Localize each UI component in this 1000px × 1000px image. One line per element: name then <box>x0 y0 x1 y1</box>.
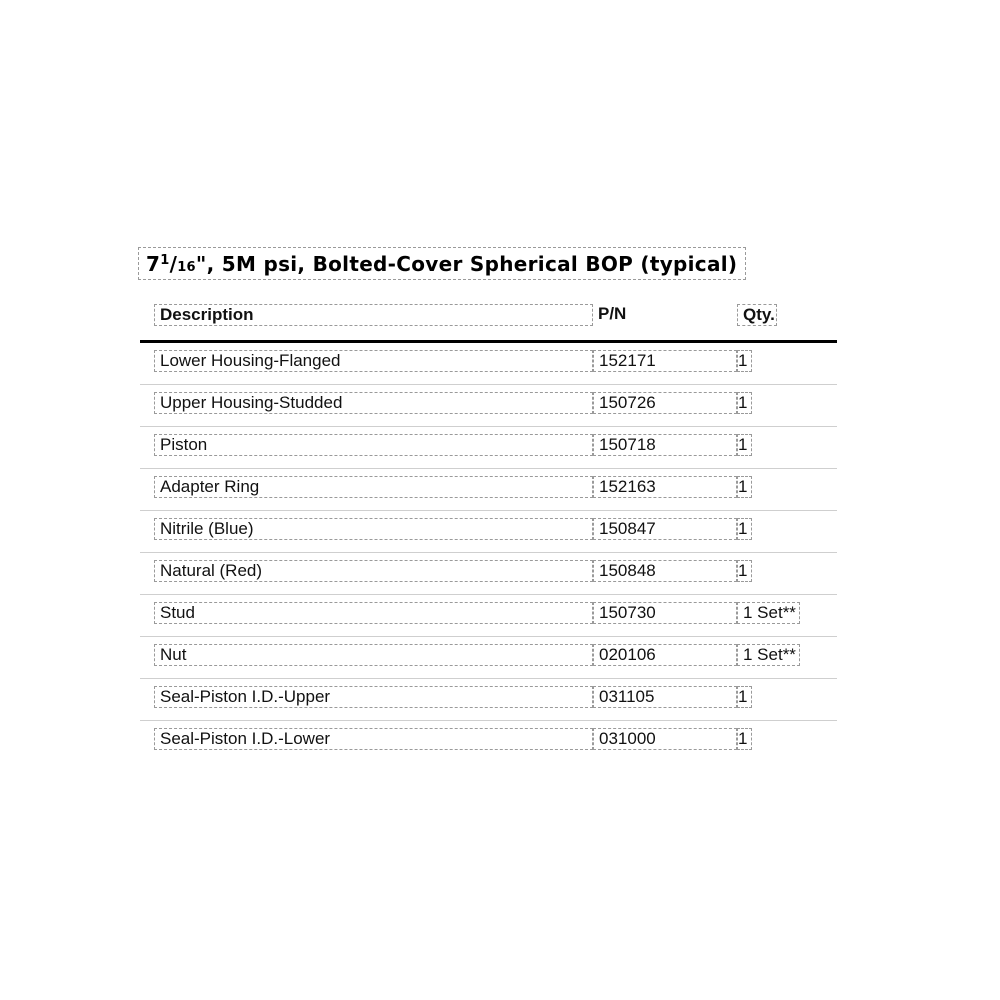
row-description: Seal-Piston I.D.-Upper <box>154 686 593 708</box>
header-description: Description <box>154 304 593 326</box>
row-quantity: 1 <box>737 392 752 414</box>
table-header-row <box>140 300 837 330</box>
row-description: Stud <box>154 602 593 624</box>
row-part-number: 031105 <box>593 686 737 708</box>
table-row <box>140 343 837 385</box>
title-fraction-slash: / <box>169 251 178 276</box>
row-part-number: 150730 <box>593 602 737 624</box>
row-part-number: 150726 <box>593 392 737 414</box>
row-part-number: 020106 <box>593 644 737 666</box>
header-quantity: Qty. <box>737 304 777 326</box>
header-part-number: P/N <box>598 304 627 323</box>
row-part-number: 152171 <box>593 350 737 372</box>
parts-table-body <box>140 343 837 763</box>
table-title: 7 $^1$ / $_{16}$ ", 5M psi, Bolted-Cover Spherical BOP (typical) <box>138 247 746 280</box>
row-quantity: 1 <box>737 476 752 498</box>
row-part-number: 150847 <box>593 518 737 540</box>
table-row <box>140 427 837 469</box>
row-description: Piston <box>154 434 593 456</box>
row-part-number: 150848 <box>593 560 737 582</box>
row-quantity: 1 <box>737 686 752 708</box>
row-description: Upper Housing-Studded <box>154 392 593 414</box>
row-description: Nut <box>154 644 593 666</box>
table-row <box>140 385 837 427</box>
title-whole: 7 <box>146 251 161 276</box>
row-quantity: 1 <box>737 518 752 540</box>
table-row <box>140 595 837 637</box>
row-quantity: 1 <box>737 560 752 582</box>
table-row <box>140 679 837 721</box>
row-quantity: 1 <box>737 434 752 456</box>
table-row <box>140 721 837 763</box>
title-rest: ", 5M psi, Bolted-Cover Spherical BOP (typical) <box>195 251 738 276</box>
table-row <box>140 553 837 595</box>
table-row <box>140 511 837 553</box>
row-part-number: 150718 <box>593 434 737 456</box>
table-row <box>140 469 837 511</box>
row-quantity: 1 Set** <box>737 602 800 624</box>
row-quantity: 1 <box>737 350 752 372</box>
row-description: Natural (Red) <box>154 560 593 582</box>
row-quantity: 1 Set** <box>737 644 800 666</box>
row-part-number: 031000 <box>593 728 737 750</box>
row-description: Adapter Ring <box>154 476 593 498</box>
row-description: Nitrile (Blue) <box>154 518 593 540</box>
row-description: Seal-Piston I.D.-Lower <box>154 728 593 750</box>
row-description: Lower Housing-Flanged <box>154 350 593 372</box>
row-quantity: 1 <box>737 728 752 750</box>
row-part-number: 152163 <box>593 476 737 498</box>
table-row <box>140 637 837 679</box>
